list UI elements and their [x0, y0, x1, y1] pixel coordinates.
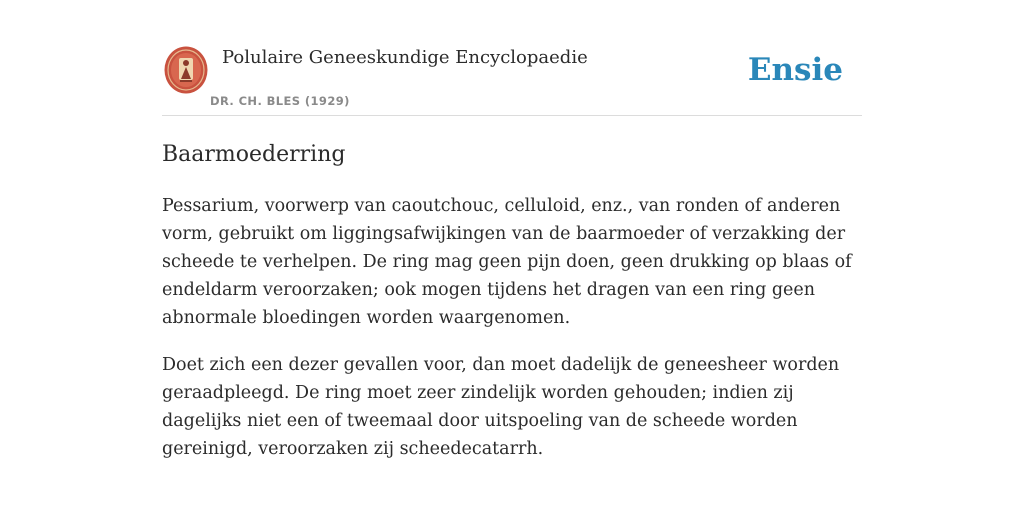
- entry-body: [162, 192, 862, 482]
- book-author-year: DR. CH. BLES (1929): [210, 94, 350, 108]
- entry-paragraph: Pessarium, voorwerp van caoutchouc, celluloid, enz., van ronden of anderen vorm, gebruikt om liggingsafwijkingen van de baarmoeder of verzakking der scheede te verhelpen. De ring mag geen pijn doen, geen drukking op blaas of endeldarm veroorzaken; ook mogen tijdens het dragen van een ring geen abnormale bloedingen worden waargenomen.: [162, 196, 852, 328]
- entry-title: Baarmoederring: [162, 142, 346, 167]
- entry-paragraph: Doet zich een dezer gevallen voor, dan moet dadelijk de geneesheer worden geraadpleegd. De ring moet zeer zindelijk worden gehouden; indien zij dagelijks niet een of tweemaal door uitspoeling van de scheede worden gereinigd, veroorzaken zij scheedecatarrh.: [162, 355, 840, 459]
- book-cover-icon[interactable]: [164, 46, 208, 94]
- book-title[interactable]: Polulaire Geneeskundige Encyclopaedie: [222, 47, 588, 68]
- book-header: [162, 44, 862, 116]
- ensie-logo-link[interactable]: Ensie: [747, 52, 843, 88]
